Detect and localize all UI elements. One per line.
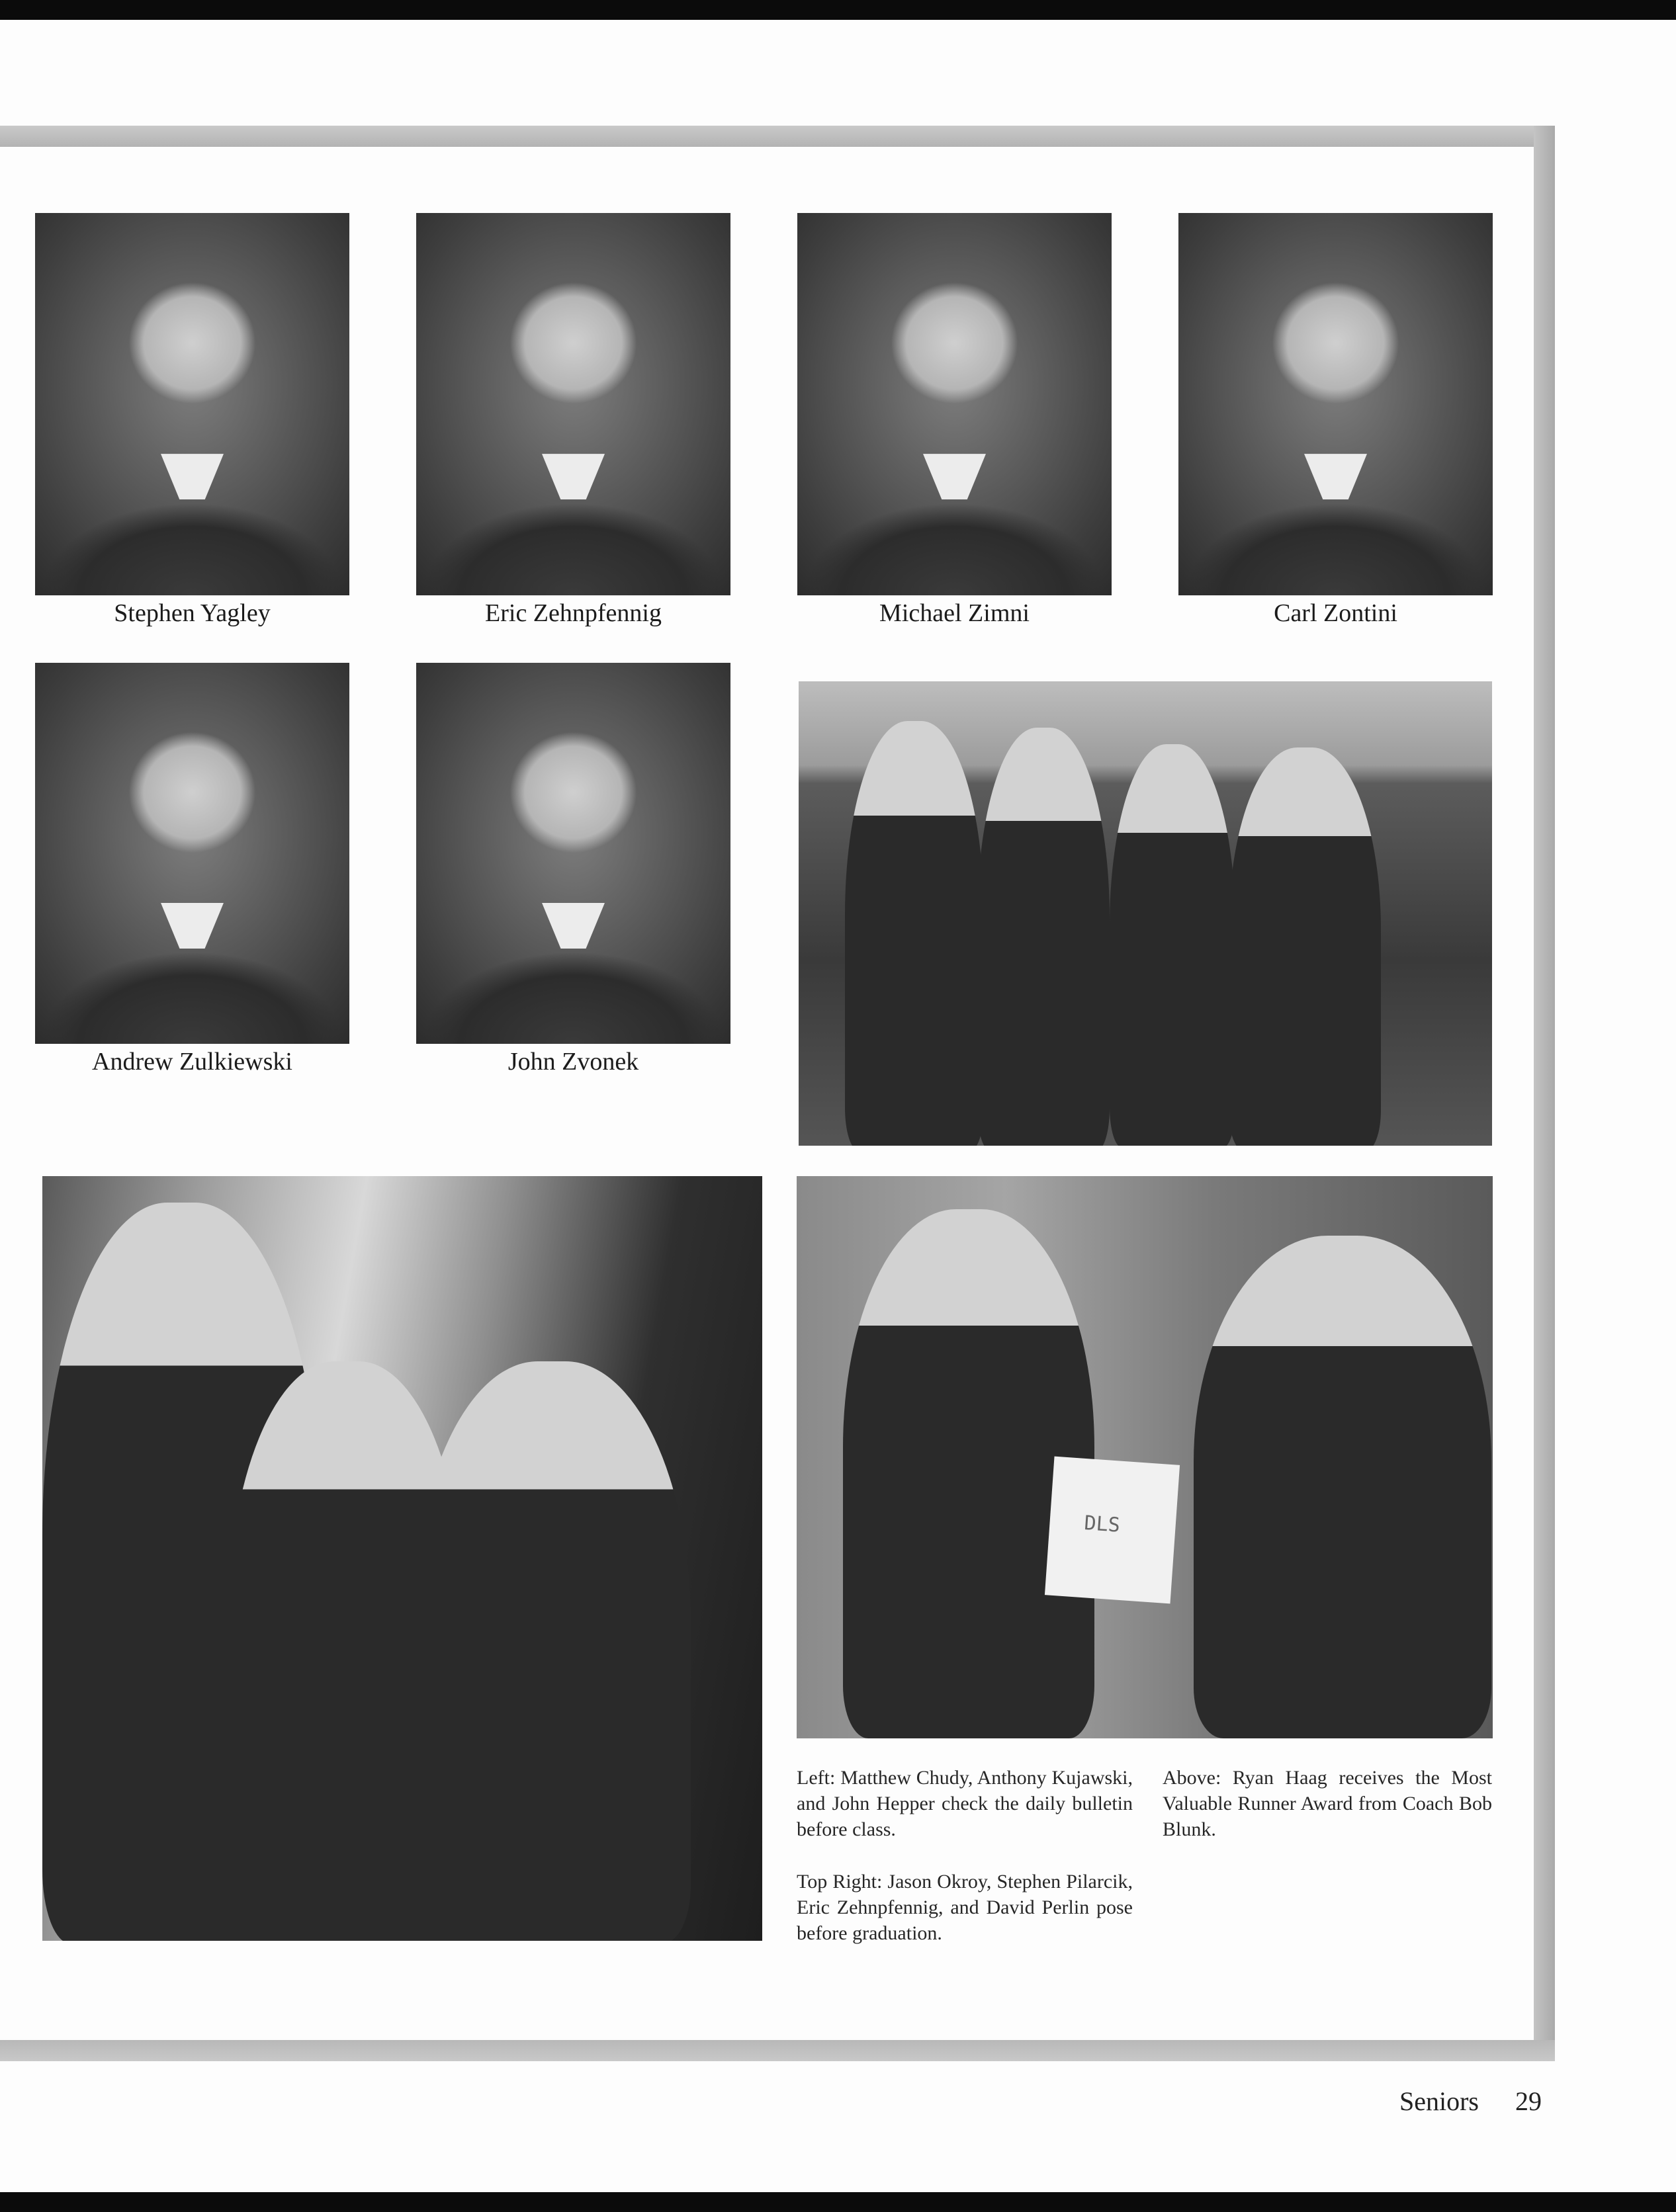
award-certificate xyxy=(1045,1457,1180,1604)
portrait-photo-eric-zehnpfennig xyxy=(416,213,730,595)
portrait-name: Andrew Zulkiewski xyxy=(92,1048,292,1076)
portrait-photo-andrew-zulkiewski xyxy=(35,663,349,1044)
scan-top-edge xyxy=(0,0,1676,20)
portrait-photo-michael-zimni xyxy=(797,213,1112,595)
caption-above-photo: Above: Ryan Haag receives the Most Valuable Runner Award from Coach Bob Blunk. xyxy=(1163,1767,1492,1840)
page-frame-bottom xyxy=(0,2040,1555,2061)
portrait-name: Carl Zontini xyxy=(1274,599,1397,627)
student-figure xyxy=(413,1361,691,1941)
portrait-name: Stephen Yagley xyxy=(114,599,271,627)
graduate-figure xyxy=(1110,744,1235,1146)
portrait-name: Michael Zimni xyxy=(879,599,1030,627)
portrait-photo-john-zvonek xyxy=(416,663,730,1044)
coach-figure xyxy=(1194,1236,1491,1738)
page-number: 29 xyxy=(1515,2086,1542,2116)
caption-top-right-photo: Top Right: Jason Okroy, Stephen Pilarcik, Eric Zehnpfennig, and David Perlin pose before graduation. xyxy=(797,1871,1133,1944)
portrait-name: Eric Zehnpfennig xyxy=(485,599,662,627)
portrait-photo-stephen-yagley xyxy=(35,213,349,595)
page-frame-right xyxy=(1534,126,1555,2061)
page-frame-top xyxy=(0,126,1555,147)
portrait-photo-carl-zontini xyxy=(1178,213,1493,595)
graduate-figure xyxy=(977,728,1110,1146)
section-title: Seniors xyxy=(1399,2086,1479,2116)
portrait-name: John Zvonek xyxy=(507,1048,639,1076)
scan-bottom-edge xyxy=(0,2192,1676,2212)
hallway-bulletin-photo xyxy=(42,1176,762,1941)
graduate-figure xyxy=(1229,747,1381,1146)
caption-left-photo: Left: Matthew Chudy, Anthony Kujawski, and John Hepper check the daily bulletin before class. xyxy=(797,1767,1133,1840)
graduation-group-photo xyxy=(799,681,1492,1146)
runner-award-photo xyxy=(797,1176,1493,1738)
graduate-figure xyxy=(845,721,984,1146)
award-certificate-text: DLS xyxy=(1083,1511,1121,1537)
